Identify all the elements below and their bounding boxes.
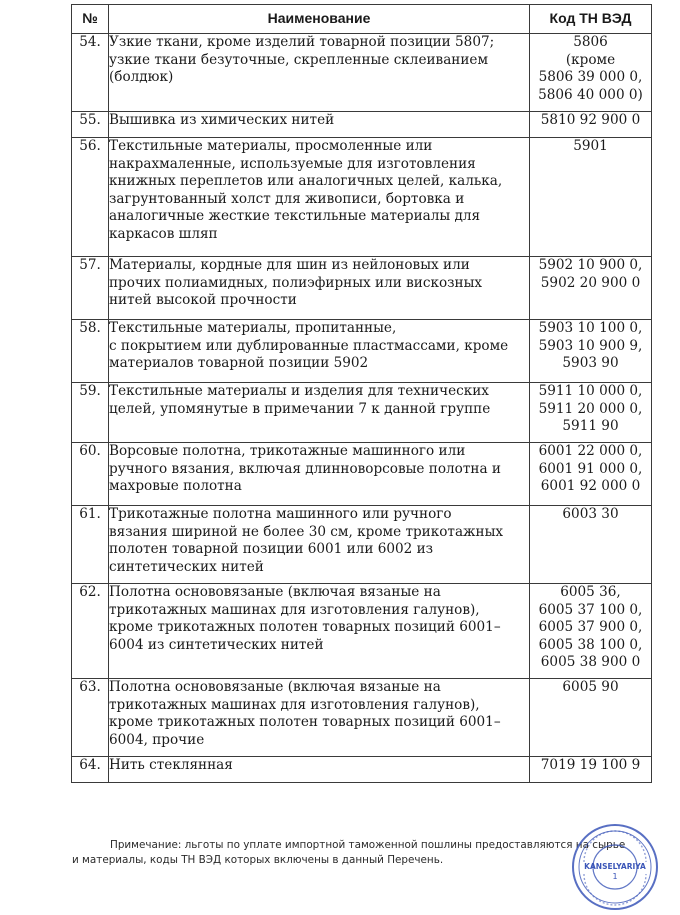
table-row	[72, 34, 652, 112]
row-number: 57.	[72, 257, 109, 320]
row-code-line: 6005 90	[562, 679, 619, 695]
row-code	[530, 34, 652, 112]
table-row	[72, 679, 652, 757]
row-name	[109, 679, 530, 757]
row-name-line: Вышивка из химических нитей	[109, 112, 335, 128]
row-code	[530, 443, 652, 506]
row-name-line: синтетических нитей	[109, 558, 264, 575]
row-name-line: Текстильные материалы, просмоленные или	[109, 138, 433, 154]
footnote-line-2: и материалы, коды ТН ВЭД которых включены в данный Перечень.	[72, 854, 444, 866]
row-name	[109, 34, 530, 112]
row-name-line: трикотажных машинах для изготовления галунов),	[109, 601, 480, 618]
row-name-line: кроме трикотажных полотен товарных позиций 6001–	[109, 619, 501, 636]
row-name-line: загрунтованный холст для живописи, бортовка и	[109, 190, 465, 207]
row-name	[109, 112, 530, 138]
row-name-line: вязания шириной не более 30 см, кроме трикотажных	[109, 523, 504, 540]
row-code-line: (кроме	[565, 51, 616, 68]
table-row	[72, 443, 652, 506]
row-name-line: каркасов шляп	[109, 225, 218, 242]
row-number: 55.	[72, 112, 109, 138]
row-code-line: 5806 40 000 0)	[538, 86, 643, 103]
row-code-line: 5903 10 100 0,	[538, 320, 643, 336]
row-name-line: Ворсовые полотна, трикотажные машинного или	[109, 443, 466, 459]
row-code-line: 5901	[573, 138, 608, 154]
row-code-line: 6001 22 000 0,	[538, 443, 643, 459]
row-code-line: 5806	[573, 34, 608, 50]
row-number: 59.	[72, 383, 109, 443]
row-name-line: Текстильные материалы и изделия для технических	[109, 383, 489, 399]
row-name-line: полотен товарной позиции 6001 или 6002 из	[109, 541, 434, 558]
row-name	[109, 138, 530, 257]
row-name-line: ручного вязания, включая длинноворсовые полотна и	[109, 460, 501, 477]
row-code-line: 6005 36,	[560, 584, 621, 600]
row-code-line: 7019 19 100 9	[540, 757, 641, 773]
row-number: 56.	[72, 138, 109, 257]
row-name-line: Текстильные материалы, пропитанные,	[109, 320, 397, 336]
header-code: Код ТН ВЭД	[530, 5, 652, 34]
row-number: 60.	[72, 443, 109, 506]
table-row	[72, 112, 652, 138]
row-name-line: аналогичные жесткие текстильные материалы для	[109, 208, 481, 225]
row-name-line: трикотажных машинах для изготовления галунов),	[109, 696, 480, 713]
row-code	[530, 757, 652, 783]
row-code-line: 6005 38 100 0,	[538, 636, 643, 653]
row-code	[530, 383, 652, 443]
table-row	[72, 320, 652, 383]
table-row	[72, 383, 652, 443]
stamp-center-text: KANSELYARIYA	[584, 862, 646, 871]
row-number: 64.	[72, 757, 109, 783]
row-name	[109, 320, 530, 383]
row-name-line: Трикотажные полотна машинного или ручного	[109, 506, 452, 522]
row-name	[109, 443, 530, 506]
row-code-line: 5911 10 000 0,	[538, 383, 643, 399]
row-code	[530, 506, 652, 584]
row-name	[109, 757, 530, 783]
row-code-line: 5903 10 900 9,	[538, 337, 643, 354]
row-name-line: книжных переплетов или аналогичных целей, калька,	[109, 173, 503, 190]
row-name-line: Полотна основовязаные (включая вязаные на	[109, 679, 441, 695]
row-code	[530, 320, 652, 383]
row-code-line: 5902 10 900 0,	[538, 257, 643, 273]
row-name-line: материалов товарной позиции 5902	[109, 355, 369, 372]
row-code	[530, 138, 652, 257]
row-code-line: 5911 90	[562, 418, 619, 435]
codes-table	[71, 4, 652, 783]
row-number: 58.	[72, 320, 109, 383]
table-row	[72, 506, 652, 584]
row-code-line: 5902 20 900 0	[540, 274, 641, 291]
row-name-line: Узкие ткани, кроме изделий товарной позиции 5807;	[109, 34, 495, 50]
row-code-line: 6001 92 000 0	[540, 478, 641, 495]
row-code	[530, 112, 652, 138]
header-name: Наименование	[109, 5, 530, 34]
row-name-line: Материалы, кордные для шин из нейлоновых или	[109, 257, 470, 273]
row-name-line: 6004, прочие	[109, 731, 205, 748]
table-row	[72, 757, 652, 783]
row-name-line: (болдюк)	[109, 69, 174, 86]
table-row	[72, 584, 652, 679]
table-header-row	[72, 5, 652, 34]
row-number: 61.	[72, 506, 109, 584]
header-number: №	[72, 5, 109, 34]
row-name	[109, 257, 530, 320]
row-name	[109, 383, 530, 443]
row-name-line: прочих полиамидных, полиэфирных или вискозных	[109, 274, 483, 291]
row-name-line: Нить стеклянная	[109, 757, 233, 773]
row-name-line: целей, упомянутые в примечании 7 к данной группе	[109, 400, 491, 417]
row-code-line: 6003 30	[562, 506, 619, 522]
row-name-line: с покрытием или дублированные пластмассами, кроме	[109, 337, 509, 354]
row-code-line: 6005 38 900 0	[540, 654, 641, 671]
row-code-line: 5810 92 900 0	[540, 112, 641, 128]
row-code-line: 5903 90	[562, 355, 619, 372]
table-row	[72, 138, 652, 257]
row-code-line: 6005 37 100 0,	[538, 601, 643, 618]
row-name-line: кроме трикотажных полотен товарных позиций 6001–	[109, 714, 501, 731]
row-number: 62.	[72, 584, 109, 679]
row-code-line: 6001 91 000 0,	[538, 460, 643, 477]
row-number: 63.	[72, 679, 109, 757]
row-name-line: Полотна основовязаные (включая вязаные на	[109, 584, 441, 600]
row-code	[530, 257, 652, 320]
table-body	[72, 34, 652, 783]
row-name	[109, 506, 530, 584]
footnote-line-1: Примечание: льготы по уплате импортной таможенной пошлины предоставляются на сырье	[110, 839, 626, 851]
table-row	[72, 257, 652, 320]
row-name-line: 6004 из синтетических нитей	[109, 636, 324, 653]
row-number: 54.	[72, 34, 109, 112]
row-name	[109, 584, 530, 679]
row-name-line: махровые полотна	[109, 478, 242, 495]
row-name-line: узкие ткани безуточные, скрепленные склеиванием	[109, 51, 489, 68]
office-seal-stamp	[570, 822, 660, 912]
row-code-line: 5806 39 000 0,	[538, 69, 643, 86]
row-code-line: 6005 37 900 0,	[538, 619, 643, 636]
row-name-line: накрахмаленные, используемые для изготовления	[109, 155, 476, 172]
row-code-line: 5911 20 000 0,	[538, 400, 643, 417]
row-code	[530, 584, 652, 679]
row-code	[530, 679, 652, 757]
stamp-number: 1	[612, 872, 618, 881]
row-name-line: нитей высокой прочности	[109, 292, 297, 309]
